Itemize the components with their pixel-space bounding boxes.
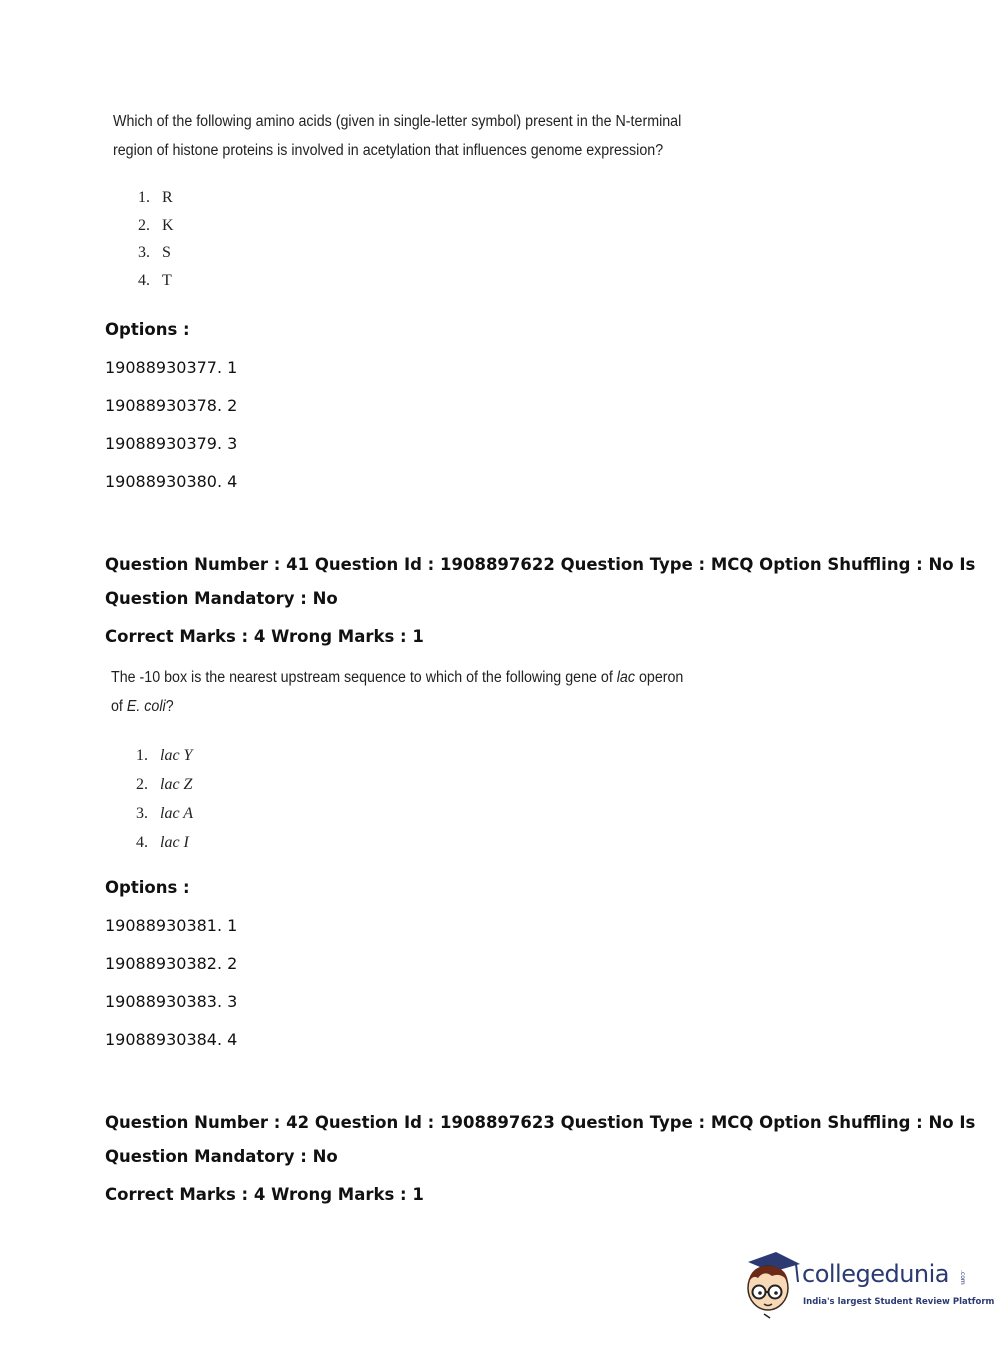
- choice-number: 2.: [136, 776, 148, 793]
- choice-value: lac Z: [160, 776, 193, 793]
- choice-item: [138, 217, 174, 245]
- question-41-meta-line-2: Question Mandatory : No: [105, 589, 338, 608]
- question-42-meta-line-1: Question Number : 42 Question Id : 1908897623 Question Type : MCQ Option Shuffling : No Is: [105, 1113, 976, 1132]
- choice-number: 1.: [136, 747, 148, 764]
- text-run: The -10 box is the nearest upstream sequence to which of the following gene of: [111, 669, 617, 686]
- question-40-text-line-1: Which of the following amino acids (given in single-letter symbol) present in the N-terminal: [113, 113, 682, 130]
- logo-com: .com: [959, 1270, 966, 1285]
- choice-item: [136, 805, 193, 834]
- choice-number: 1.: [138, 189, 150, 206]
- question-42-meta-line-2: Question Mandatory : No: [105, 1147, 338, 1166]
- options-label: Options :: [105, 878, 190, 897]
- choice-item: [136, 747, 193, 776]
- question-41-meta-line-1: Question Number : 41 Question Id : 1908897622 Question Type : MCQ Option Shuffling : No Is: [105, 555, 976, 574]
- option-item: 19088930380. 4: [105, 472, 238, 491]
- text-run-italic: lac: [616, 669, 635, 686]
- choice-number: 4.: [136, 834, 148, 851]
- choice-number: 4.: [138, 271, 150, 289]
- choice-value: R: [162, 189, 173, 206]
- question-40-text: [113, 107, 681, 165]
- collegedunia-logo: [742, 1248, 995, 1320]
- logo-wordmark: collegedunia: [802, 1260, 950, 1288]
- choice-number: 2.: [138, 216, 150, 234]
- question-41-choices: [136, 747, 193, 863]
- text-run: of: [111, 698, 127, 715]
- choice-item: [138, 189, 174, 217]
- choice-item: [138, 244, 174, 272]
- question-41-text-line-1: [111, 663, 683, 692]
- choice-item: [136, 834, 193, 863]
- question-40-text-line-2: region of histone proteins is involved in acetylation that influences genome expression?: [113, 142, 664, 159]
- question-41-marks: Correct Marks : 4 Wrong Marks : 1: [105, 627, 424, 646]
- choice-value: lac Y: [160, 747, 193, 764]
- choice-item: [138, 272, 174, 300]
- options-label: Options :: [105, 320, 190, 339]
- question-41-text-line-2: [111, 692, 683, 721]
- option-item: 19088930381. 1: [105, 916, 238, 935]
- mascot-icon: [742, 1248, 802, 1320]
- choice-value: S: [162, 244, 171, 261]
- text-run: ?: [165, 698, 174, 715]
- option-item: 19088930378. 2: [105, 396, 238, 415]
- text-run-italic: E. coli: [126, 698, 166, 715]
- choice-value: lac A: [160, 805, 194, 822]
- option-item: 19088930379. 3: [105, 434, 238, 453]
- choice-item: [136, 776, 193, 805]
- text-run: operon: [634, 669, 684, 686]
- choice-number: 3.: [138, 244, 150, 261]
- choice-value: lac I: [160, 834, 189, 851]
- option-item: 19088930382. 2: [105, 954, 238, 973]
- option-item: 19088930384. 4: [105, 1030, 238, 1049]
- logo-tagline: India's largest Student Review Platform: [803, 1297, 995, 1307]
- option-item: 19088930377. 1: [105, 358, 238, 377]
- option-item: 19088930383. 3: [105, 992, 238, 1011]
- choice-value: T: [162, 271, 172, 289]
- question-42-marks: Correct Marks : 4 Wrong Marks : 1: [105, 1185, 424, 1204]
- choice-number: 3.: [136, 805, 148, 822]
- question-40-choices: [138, 189, 174, 299]
- question-41-text: [111, 663, 683, 721]
- choice-value: K: [162, 216, 174, 234]
